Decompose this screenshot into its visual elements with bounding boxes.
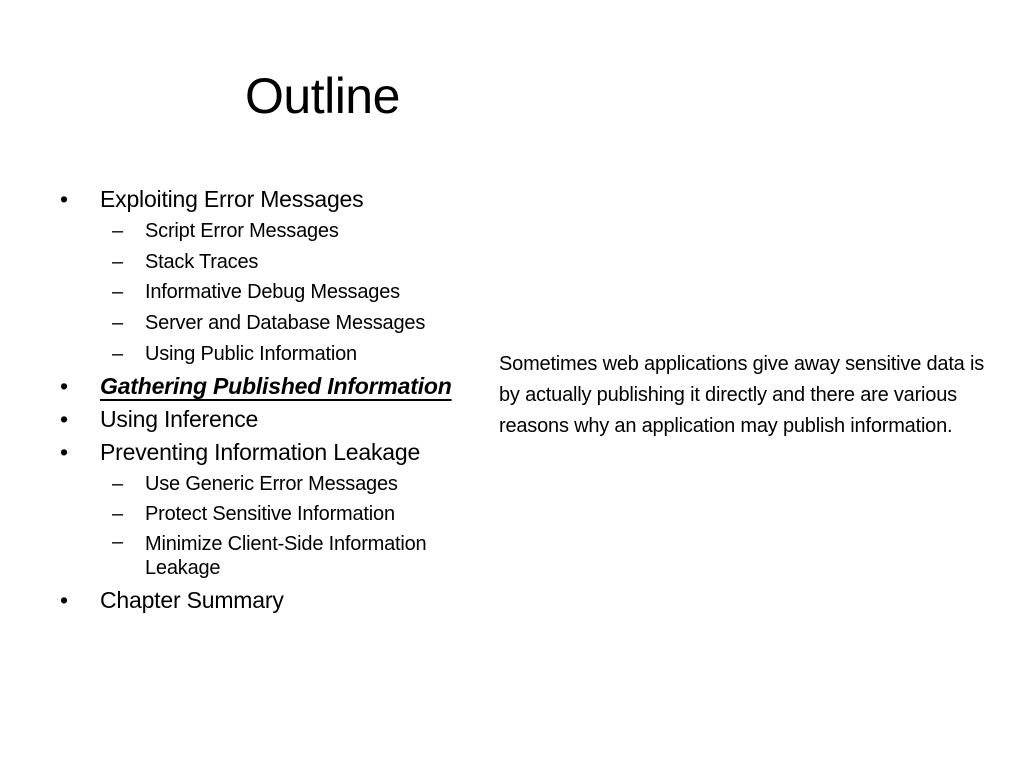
list-item-chapter-summary [60,584,490,617]
dash-icon: – [112,342,123,365]
sub-item-label: Protect Sensitive Information [145,503,395,526]
dash-icon: – [112,472,123,495]
note-text: Sometimes web applications give away sensitive data is by actually publishing it directly and there are various reasons why an application may publish information. [499,353,985,437]
list-item-gathering-published-information[interactable] [60,370,490,403]
sub-item-label: Use Generic Error Messages [145,472,398,495]
list-item-label: Preventing Information Leakage [100,438,421,465]
bullet-icon: • [60,438,68,465]
dash-icon: – [112,220,123,242]
dash-icon: – [112,530,123,553]
dash-icon: – [112,281,123,304]
outline-list [60,183,490,617]
list-item-preventing-information-leakage [60,436,490,469]
list-item-label: Chapter Summary [100,586,284,613]
sub-item-protect-sensitive-information [60,499,490,530]
list-item-label: Using Inference [100,405,259,432]
slide-title: Outline [245,68,400,124]
bullet-icon: • [60,372,68,399]
list-item-label: Exploiting Error Messages [100,186,364,212]
dash-icon: – [112,503,123,526]
sub-item-label: Script Error Messages [145,220,339,242]
sub-item-label: Informative Debug Messages [145,281,400,304]
sub-item-stack-traces [60,247,490,278]
sub-item-using-public-information [60,339,490,370]
bullet-icon: • [60,186,68,212]
sub-item-label: Server and Database Messages [145,312,426,335]
dash-icon: – [112,250,123,273]
sub-item-informative-debug-messages [60,277,490,308]
sub-item-label: Using Public Information [145,342,357,365]
list-item-label[interactable]: Gathering Published Information [100,372,452,399]
sub-item-use-generic-error-messages [60,469,490,500]
bullet-icon: • [60,586,68,613]
sub-item-script-error-messages [60,216,490,247]
sub-item-label: Minimize Client-Side Information Leakage [145,532,427,579]
sub-item-minimize-client-side-information-leakage [60,530,495,584]
sub-item-server-and-database-messages [60,308,490,339]
bullet-icon: • [60,405,68,432]
list-item-using-inference [60,403,490,436]
sub-item-label: Stack Traces [145,250,259,273]
list-item-exploiting-error-messages [60,183,490,216]
dash-icon: – [112,312,123,335]
